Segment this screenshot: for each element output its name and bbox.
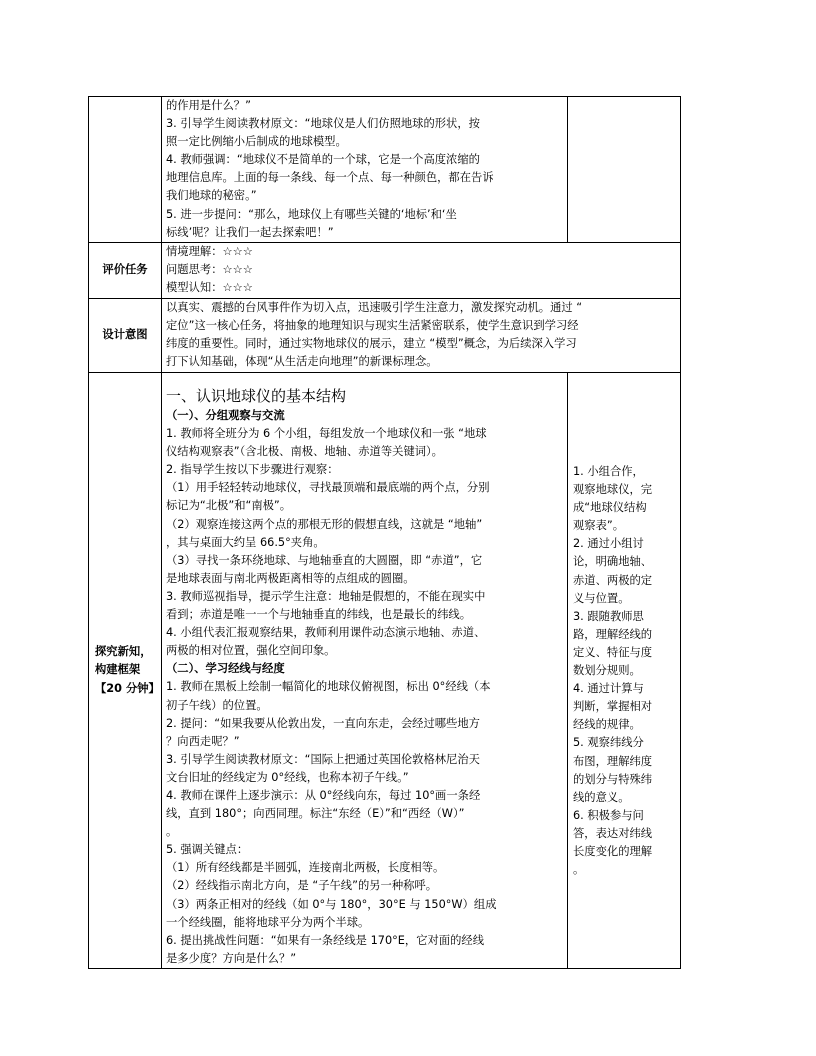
evaluation-label: 评价任务: [89, 243, 162, 299]
activity-line: 2. 通过小组讨: [573, 537, 644, 551]
evaluation-content: [162, 243, 681, 299]
content-line: 看到；赤道是唯一一个与地轴垂直的纬线，也是最长的纬线。: [166, 608, 472, 622]
activity-line: 的划分与特殊纬: [573, 772, 653, 786]
content-line: 标线’呢？让我们一起去探索吧！”: [166, 225, 334, 239]
activity-line: 观察地球仪，完: [573, 483, 653, 497]
continued-row-label: [89, 97, 162, 243]
activity-line: 判断，掌握相对: [573, 700, 653, 714]
design-row: [89, 299, 681, 373]
activity-line: 观察表”。: [573, 519, 625, 533]
content-line: 2. 提问：“如果我要从伦敦出发，一直向东走，会经过哪些地方: [166, 716, 480, 730]
content-line: 地理信息库。上面的每一条线、每一个点、每一种颜色，都在告诉: [166, 171, 494, 185]
content-line: 两极的相对位置，强化空间印象。: [166, 644, 336, 658]
content-line: 照一定比例缩小后制成的地球模型。: [166, 135, 347, 149]
design-line: 定位”这一核心任务，将抽象的地理知识与现实生活紧密联系，使学生意识到学习经: [166, 319, 579, 333]
explore-label: 探究新知，构建框架【20 分钟】: [89, 373, 162, 969]
content-line: 1. 教师在黑板上绘制一幅简化的地球仪俯视图，标出 0°经线（本: [166, 680, 491, 694]
activity-line: 答，表达对纬线: [573, 826, 653, 840]
continued-row-content: [162, 97, 568, 243]
content-line: 的作用是什么？”: [166, 99, 251, 112]
content-line: 标记为“北极”和“南极”。: [166, 499, 292, 513]
activity-line: 1. 小组合作，: [573, 465, 644, 478]
content-line: 是多少度？方向是什么？”: [166, 951, 297, 965]
activity-line: 布图，理解纬度: [573, 754, 653, 768]
content-line: 仪结构观察表”（含北极、南极、地轴、赤道等关键词）。: [166, 445, 443, 459]
activity-line: 。: [573, 863, 585, 877]
design-label: 设计意图: [89, 299, 162, 373]
content-line: 3. 引导学生阅读教材原文：“地球仪是人们仿照地球的形状，按: [166, 117, 480, 131]
lesson-plan-table: [88, 96, 681, 969]
content-line: 5. 进一步提问：“那么，地球仪上有哪些关键的‘地标’和‘坐: [166, 207, 457, 221]
activity-line: 3. 跟随教师思: [573, 609, 644, 623]
activity-line: 6. 积极参与问: [573, 808, 644, 822]
content-line: 。: [166, 825, 178, 839]
subsection-title-meridian: （二）、学习经线与经度: [166, 662, 285, 676]
design-line: 以真实、震撼的台风事件作为切入点，迅速吸引学生注意力，激发探究动机。通过 “: [166, 301, 583, 314]
activity-line: 论，明确地轴、: [573, 555, 653, 569]
content-line: （1）用手轻轻转动地球仪，寻找最顶端和最底端的两个点，分别: [166, 481, 490, 495]
content-line: 6. 提出挑战性问题：“如果有一条经线是 170°E，它对面的经线: [166, 933, 484, 947]
design-line: 打下认知基础，体现“从生活走向地理”的新课标理念。: [166, 355, 438, 369]
content-line: 4. 小组代表汇报观察结果，教师利用课件动态演示地轴、赤道、: [166, 626, 486, 640]
evaluation-row: [89, 243, 681, 299]
content-line: 4. 教师在课件上逐步演示：从 0°经线向东，每过 10°画一条经: [166, 788, 481, 802]
content-line: 文台旧址的经线定为 0°经线，也称本初子午线。”: [166, 770, 409, 784]
section-title: 一、认识地球仪的基本结构: [166, 387, 347, 405]
content-line: 3. 引导学生阅读教材原文：“国际上把通过英国伦敦格林尼治天: [166, 752, 480, 766]
content-line: （1）所有经线都是半圆弧，连接南北两极，长度相等。: [166, 861, 445, 875]
student-activity: [568, 373, 681, 969]
activity-line: 赤道、两极的定: [573, 573, 653, 587]
content-line: （2）观察连接这两个点的那根无形的假想直线，这就是 “地轴”: [166, 517, 483, 531]
content-line: （3）两条正相对的经线（如 0°与 180°，30°E 与 150°W）组成: [166, 897, 497, 911]
content-line: 4. 教师强调：“地球仪不是简单的一个球，它是一个高度浓缩的: [166, 153, 480, 167]
continued-row-side: [568, 97, 681, 243]
evaluation-line-situation: 情境理解：☆☆☆: [166, 245, 253, 258]
design-line: 纬度的重要性。同时，通过实物地球仪的展示，建立 “模型”概念，为后续深入学习: [166, 337, 577, 351]
content-line: 1. 教师将全班分为 6 个小组，每组发放一个地球仪和一张 “地球: [166, 427, 487, 441]
explore-row: [89, 373, 681, 969]
activity-line: 成“地球仪结构: [573, 501, 647, 515]
content-line: 3. 教师巡视指导，提示学生注意：地轴是假想的，不能在现实中: [166, 589, 486, 603]
subsection-title-observe: （一）、分组观察与交流: [166, 409, 285, 422]
activity-line: 数划分规则。: [573, 664, 641, 678]
activity-line: 定义、特征与度: [573, 645, 653, 659]
content-line: 线，直到 180°；向西同理。标注“东经（E）”和“西经（W）”: [166, 807, 465, 821]
content-line: ？向西走呢？”: [166, 734, 240, 748]
continued-row: [89, 97, 681, 243]
activity-line: 经线的规律。: [573, 718, 641, 732]
design-content: [162, 299, 681, 373]
side-spacer: [573, 373, 675, 463]
content-line: 5. 强调关键点：: [166, 843, 249, 857]
activity-line: 路，理解经线的: [573, 627, 653, 641]
activity-line: 5. 观察纬线分: [573, 736, 644, 750]
content-line: （3）寻找一条环绕地球、与地轴垂直的大圆圈，即 “赤道”，它: [166, 553, 483, 567]
explore-content: [162, 373, 568, 969]
evaluation-line-thinking: 问题思考：☆☆☆: [166, 263, 253, 277]
content-line: （2）经线指示南北方向，是 “子午线”的另一种称呼。: [166, 879, 438, 893]
evaluation-line-model: 模型认知：☆☆☆: [166, 281, 253, 295]
activity-line: 4. 通过计算与: [573, 682, 644, 696]
activity-line: 长度变化的理解: [573, 844, 653, 858]
activity-line: 义与位置。: [573, 591, 630, 605]
content-line: 是地球表面与南北两极距离相等的点组成的圆圈。: [166, 571, 415, 585]
content-line: 2. 指导学生按以下步骤进行观察：: [166, 463, 339, 477]
content-line: 初子午线）的位置。: [166, 698, 268, 712]
activity-line: 线的意义。: [573, 790, 630, 804]
content-line: ，其与桌面大约呈 66.5°夹角。: [166, 535, 325, 549]
content-line: 我们地球的秘密。”: [166, 189, 257, 203]
content-line: 一个经线圈，能将地球平分为两个半球。: [166, 915, 370, 929]
